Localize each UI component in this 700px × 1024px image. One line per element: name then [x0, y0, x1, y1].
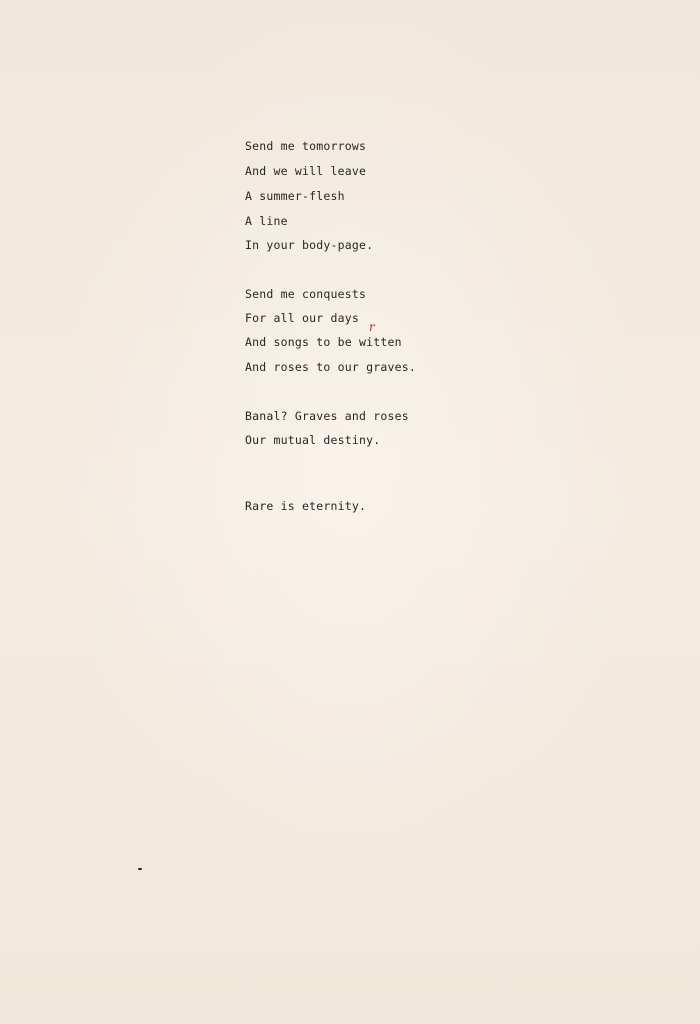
- poem-line: Send me tomorrows: [245, 139, 367, 153]
- handwritten-correction: r: [369, 320, 375, 334]
- poem-line: Banal? Graves and roses: [245, 409, 409, 423]
- poem-line: Rare is eternity.: [245, 499, 367, 513]
- poem-line: A line: [245, 214, 288, 228]
- poem-line: And roses to our graves.: [245, 360, 416, 374]
- poem-line: In your body-page.: [245, 238, 374, 252]
- poem-line: For all our days: [245, 311, 359, 325]
- poem-line: And we will leave: [245, 164, 367, 178]
- poem-line: Send me conquests: [245, 287, 367, 301]
- poem-line: And songs to be witten: [245, 335, 402, 349]
- ink-speck: [138, 868, 142, 870]
- poem-line: A summer-flesh: [245, 189, 345, 203]
- poem-line: Our mutual destiny.: [245, 433, 381, 447]
